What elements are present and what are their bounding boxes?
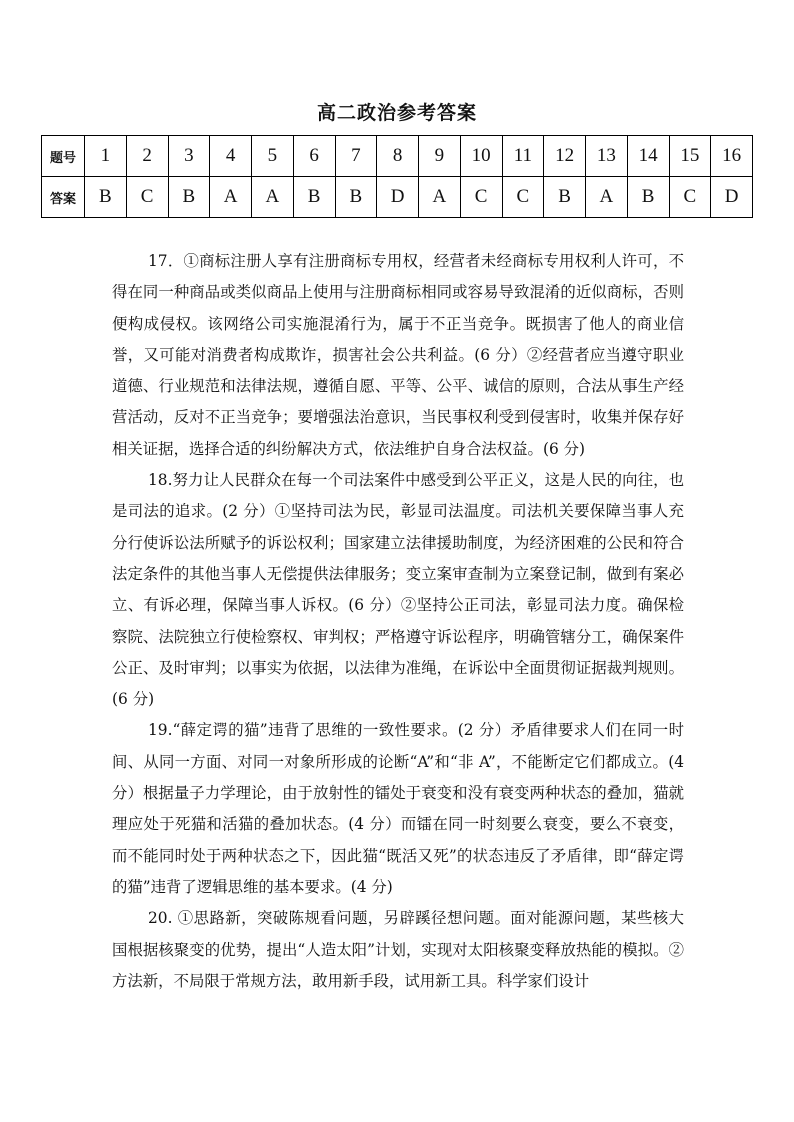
question-number: 11 xyxy=(502,136,544,177)
answer-explanations xyxy=(112,246,684,997)
answer-cell: C xyxy=(460,177,502,218)
page-title: 高二政治参考答案 xyxy=(316,102,477,124)
row-label-answer: 答案 xyxy=(42,177,85,218)
answer-cell: C xyxy=(669,177,711,218)
answer-cell: B xyxy=(627,177,669,218)
answer-18-paragraph: 18.努力让人民群众在每一个司法案件中感受到公平正义，这是人民的向往，也是司法的追求。(2 分）①坚持司法为民，彰显司法温度。司法机关要保障当事人充分行使诉讼法所赋予的诉讼权利；国家建立法律援助制度，为经济困难的公民和符合法定条件的其他当事人无偿提供法律服务；变立案审查制为立案登记制，做到有案必立、有诉必理，保障当事人诉权。(6 分）②坚持公正司法，彰显司法力度。确保检察院、法院独立行使检察权、审判权；严格遵守诉讼程序，明确管辖分工，确保案件公正、及时审判；以事实为依据，以法律为准绳，在诉讼中全面贯彻证据裁判规则。(6 分) xyxy=(112,471,684,709)
answer-17-paragraph: 17．①商标注册人享有注册商标专用权，经营者未经商标专用权利人许可，不得在同一种商品或类似商品上使用与注册商标相同或容易导致混淆的近似商标，否则便构成侵权。该网络公司实施混淆行为，属于不正当竞争。既损害了他人的商业信誉，又可能对消费者构成欺诈，损害社会公共利益。(6 分）②经营者应当遵守职业道德、行业规范和法律法规，遵循自愿、平等、公平、诚信的原则，合法从事生产经营活动，反对不正当竞争；要增强法治意识，当民事权利受到侵害时，收集并保存好相关证据，选择合适的纠纷解决方式，依法维护自身合法权益。(6 分) xyxy=(112,252,684,458)
answer-cell: D xyxy=(711,177,753,218)
question-number: 12 xyxy=(544,136,586,177)
answer-row xyxy=(42,177,753,218)
answer-cell: D xyxy=(377,177,419,218)
answer-20-paragraph: 20. ①思路新，突破陈规看问题，另辟蹊径想问题。面对能源问题，某些核大国根据核聚变的优势，提出“人造太阳”计划，实现对太阳核聚变释放热能的模拟。②方法新，不局限于常规方法，敢用新手段，试用新工具。科学家们设计 xyxy=(112,909,684,990)
answer-cell: B xyxy=(335,177,377,218)
question-number-row xyxy=(42,136,753,177)
question-number: 10 xyxy=(460,136,502,177)
question-number: 6 xyxy=(293,136,335,177)
question-number: 8 xyxy=(377,136,419,177)
answer-cell: A xyxy=(252,177,294,218)
answer-cell: A xyxy=(586,177,628,218)
question-number: 5 xyxy=(252,136,294,177)
answer-cell: B xyxy=(85,177,127,218)
question-number: 15 xyxy=(669,136,711,177)
answer-cell: B xyxy=(293,177,335,218)
answer-cell: C xyxy=(126,177,168,218)
question-number: 4 xyxy=(210,136,252,177)
answer-cell: B xyxy=(168,177,210,218)
question-number: 14 xyxy=(627,136,669,177)
answer-cell: B xyxy=(544,177,586,218)
question-number: 13 xyxy=(586,136,628,177)
question-number: 16 xyxy=(711,136,753,177)
answer-cell: A xyxy=(210,177,252,218)
answer-cell: A xyxy=(419,177,461,218)
answer-19-paragraph: 19.“薛定谔的猫”违背了思维的一致性要求。(2 分）矛盾律要求人们在同一时间、从同一方面、对同一对象所形成的论断“A”和“非 A”，不能断定它们都成立。(4 分）根据量子力学理论，由于放射性的镭处于衰变和没有衰变两种状态的叠加，猫就理应处于死猫和活猫的叠加状态。(4 分）而镭在同一时刻要么衰变，要么不衰变，而不能同时处于两种状态之下，因此猫“既活又死”的状态违反了矛盾律，即“薛定谔的猫”违背了逻辑思维的基本要求。(4 分) xyxy=(112,721,684,896)
answer-table xyxy=(41,135,753,218)
question-number: 7 xyxy=(335,136,377,177)
question-number: 9 xyxy=(419,136,461,177)
question-number: 3 xyxy=(168,136,210,177)
question-number: 2 xyxy=(126,136,168,177)
row-label-question: 题号 xyxy=(42,136,85,177)
answer-cell: C xyxy=(502,177,544,218)
question-number: 1 xyxy=(85,136,127,177)
